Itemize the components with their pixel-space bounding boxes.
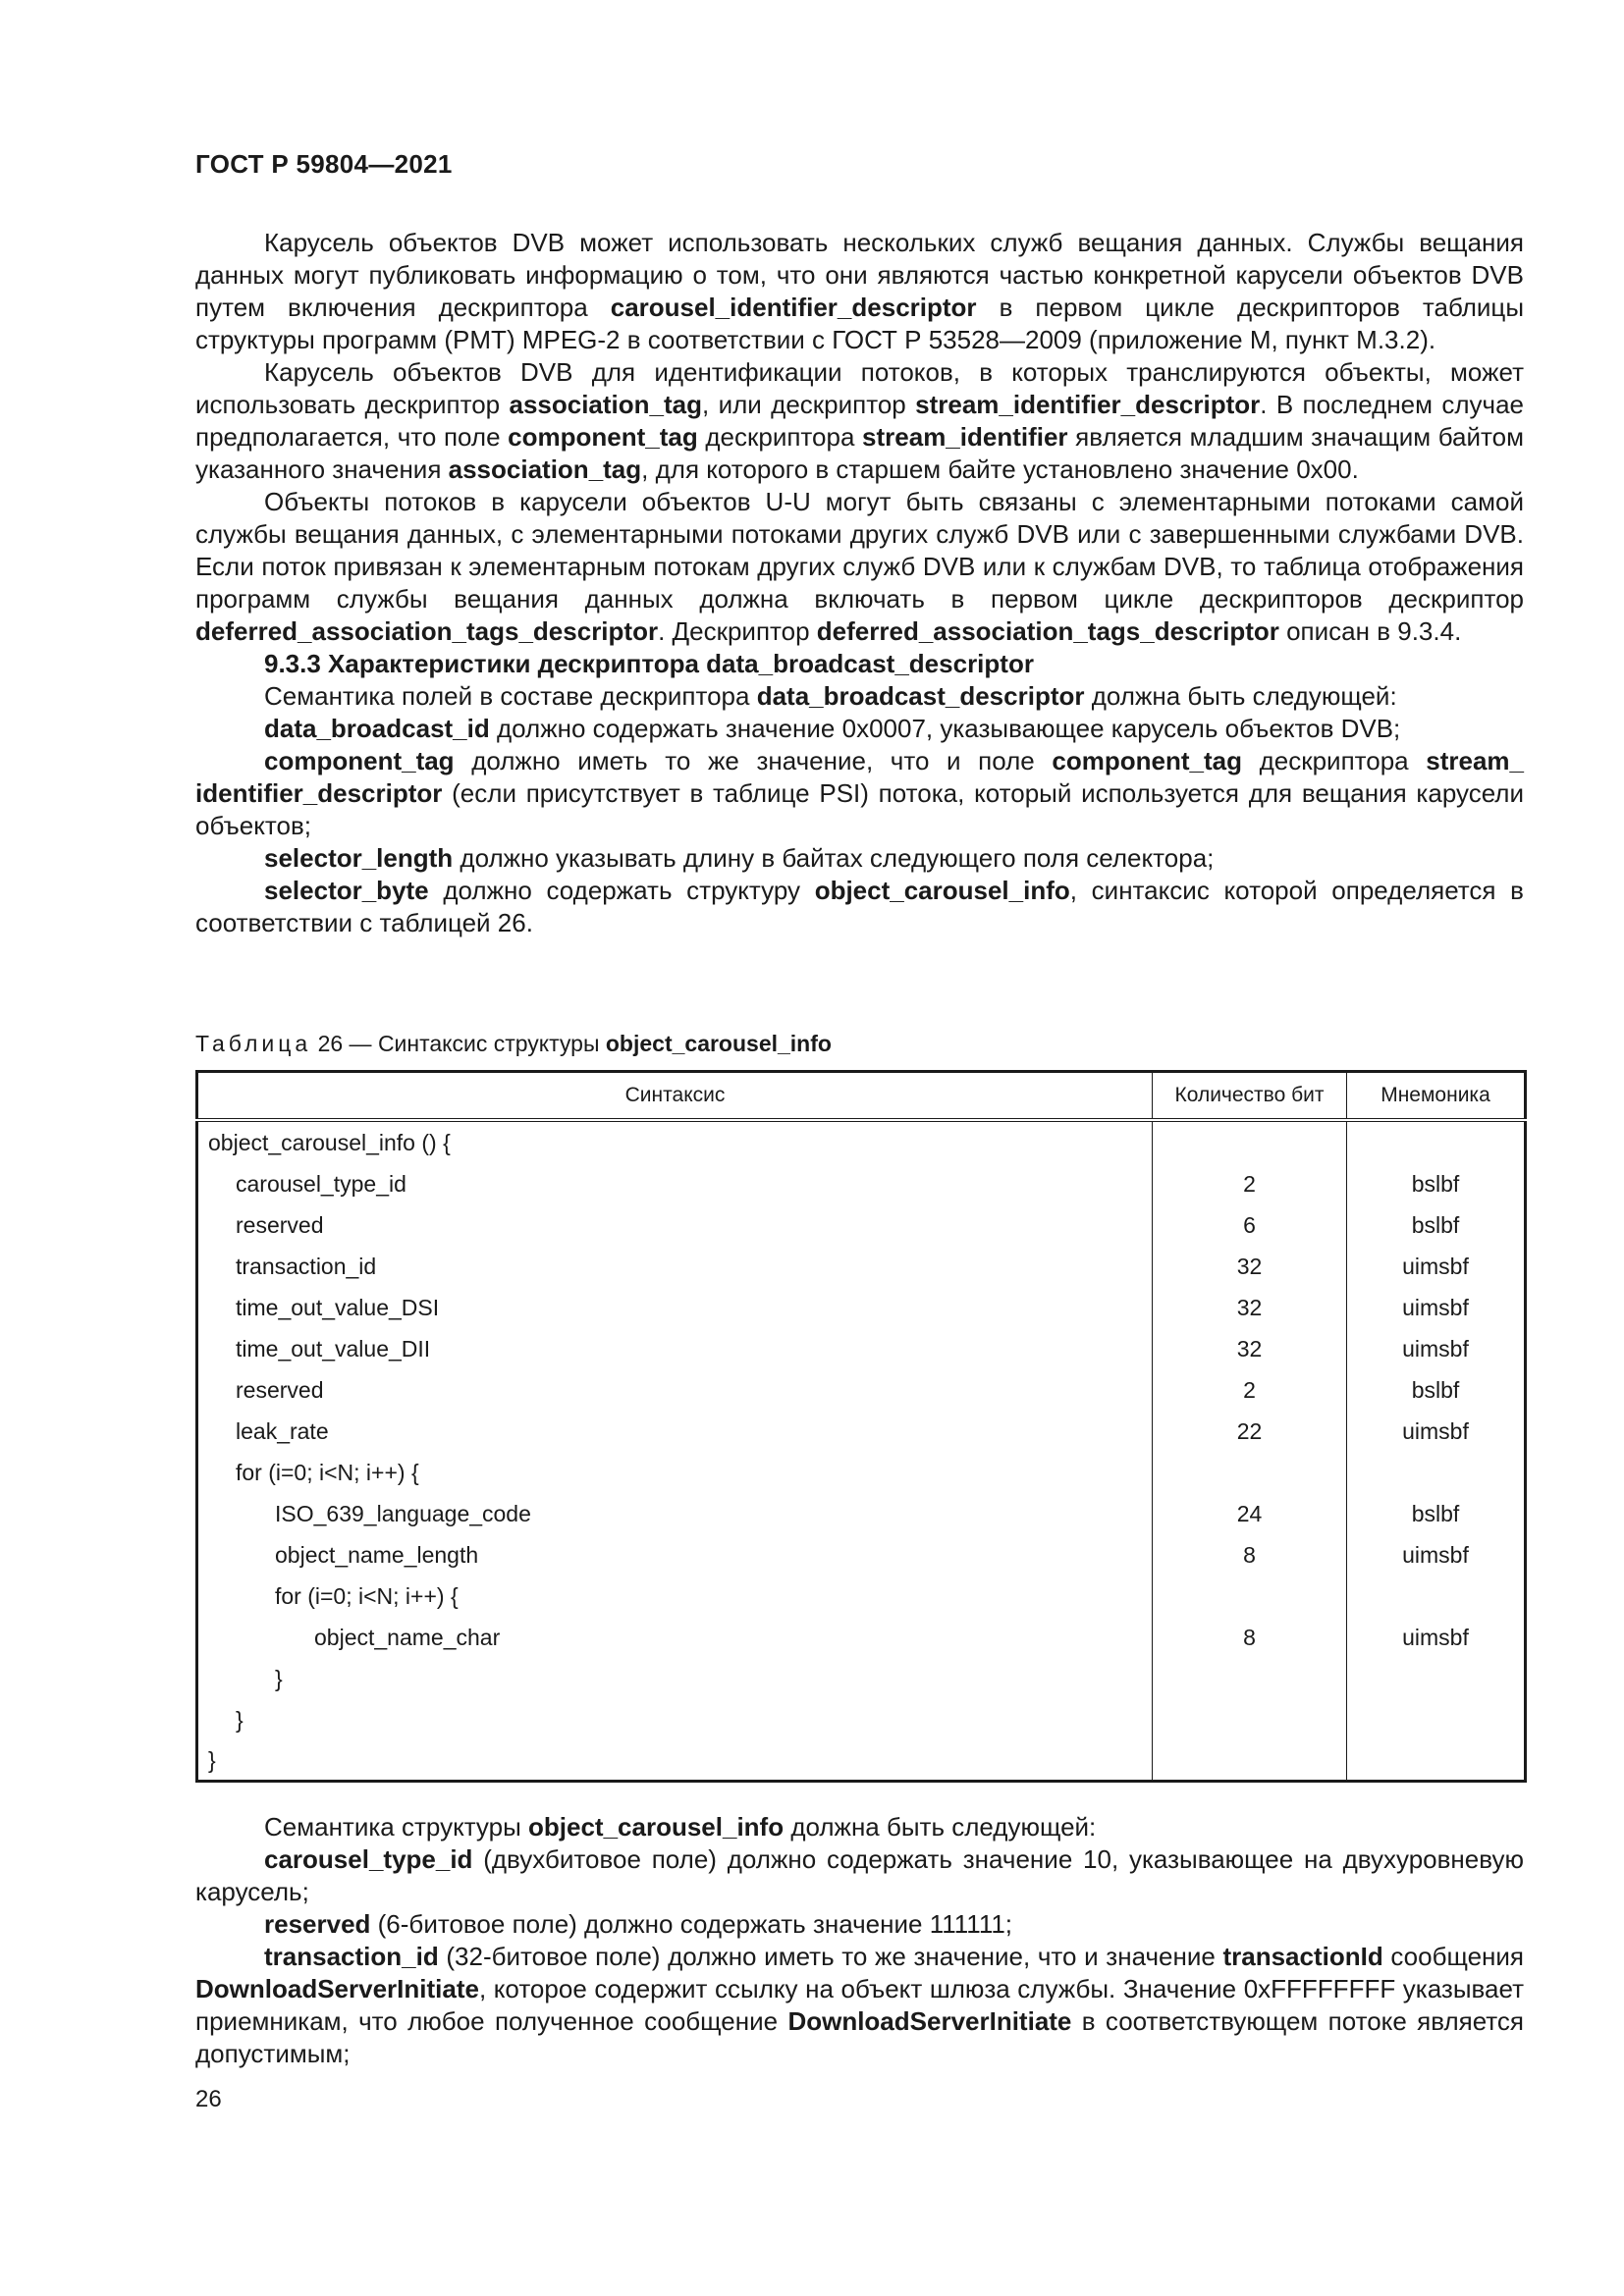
- mnemonic-cell: bslbf: [1411, 1500, 1460, 1526]
- paragraph-carousel-type-id: carousel_type_id (двухбитовое поле) должно содержать значение 10, указывающее на двухуровневую карусель;: [195, 1844, 1524, 1906]
- syntax-cell: reserved: [197, 1369, 1153, 1411]
- bits-cell: [1153, 1658, 1347, 1699]
- paragraph-stream-objects: Объекты потоков в карусели объектов U-U могут быть связаны с элементарными потоками самой службы вещания данных, с элементарными потоками других служб DVB или с завершенными службами DVB. Если поток привязан к элементарным потокам других служб DVB или к службам DVB, то таблица отображения программ службы вещания данных должна включать в первом цикле дескрипторов дескриптор deferred_association_tags_descriptor. Дескриптор deferred_association_tags_descriptor описан в 9.3.4.: [195, 487, 1524, 646]
- paragraph-object-carousel: Карусель объектов DVB может использовать нескольких служб вещания данных. Службы вещания данных могут публиковать информацию о том, что они являются частью конкретной карусели объектов DVB путем включения дескриптора carousel_identifier_descriptor в первом цикле дескрипторов таблицы структуры программ (PMT) MPEG-2 в соответствии с ГОСТ Р 53528—2009 (приложение М, пункт М.3.2).: [195, 228, 1525, 354]
- paragraph-transaction-id: transaction_id (32-битовое поле) должно иметь то же значение, что и значение transactionId сообщения DownloadServerInitiate, которое содержит ссылку на объект шлюза службы. Значение 0xFFFFFFFF указывает приемникам, что любое полученное сообщение DownloadServerInitiate в соответствующем потоке является допустимым;: [195, 1942, 1524, 2068]
- document-header: ГОСТ Р 59804—2021: [195, 149, 453, 179]
- syntax-cell: }: [197, 1699, 1153, 1740]
- paragraph-structure-semantics: Семантика структуры object_carousel_info должна быть следующей:: [264, 1812, 1097, 1842]
- paragraph-data-broadcast-id: data_broadcast_id должно содержать значение 0x0007, указывающее карусель объектов DVB;: [264, 714, 1401, 743]
- intro-text: [195, 227, 1524, 939]
- paragraph-component-tag: component_tag должно иметь то же значение, что и поле component_tag дескриптора stream_ identifier_descriptor (если присутствует в таблице PSI) потока, который используется для вещания карусели объектов;: [195, 746, 1524, 840]
- table-row: [197, 1575, 1526, 1617]
- table-row: [197, 1740, 1526, 1782]
- table-row: [197, 1204, 1526, 1246]
- mnemonic-cell: uimsbf: [1402, 1335, 1469, 1362]
- bits-cell: [1153, 1575, 1347, 1617]
- paragraph-reserved: reserved (6-битовое поле) должно содержать значение 111111;: [264, 1909, 1013, 1939]
- mnemonic-cell: uimsbf: [1402, 1624, 1469, 1650]
- syntax-cell: transaction_id: [197, 1246, 1153, 1287]
- bits-cell: 2: [1153, 1369, 1347, 1411]
- syntax-cell: object_name_length: [197, 1534, 1153, 1575]
- mnemonic-cell: bslbf: [1411, 1211, 1460, 1238]
- syntax-cell: carousel_type_id: [197, 1163, 1153, 1204]
- table-row: [197, 1328, 1526, 1369]
- syntax-table: [195, 1070, 1527, 1783]
- bits-cell: 6: [1153, 1204, 1347, 1246]
- syntax-cell: object_carousel_info () {: [197, 1120, 1153, 1163]
- table-row: [197, 1163, 1526, 1204]
- bits-cell: [1153, 1452, 1347, 1493]
- table-row: [197, 1534, 1526, 1575]
- mnemonic-cell: uimsbf: [1402, 1417, 1469, 1444]
- table-caption: Таблица 26 — Синтаксис структуры object_carousel_info: [195, 1031, 832, 1056]
- syntax-cell: object_name_char: [197, 1617, 1153, 1658]
- bits-cell: 24: [1153, 1493, 1347, 1534]
- table-row: [197, 1658, 1526, 1699]
- table-row: [197, 1411, 1526, 1452]
- syntax-cell: }: [197, 1740, 1153, 1782]
- paragraph-stream-identification: Карусель объектов DVB для идентификации потоков, в которых транслируются объекты, может использовать дескриптор association_tag, или дескриптор stream_identifier_descriptor. В последнем случае предполагается, что поле component_tag дескриптора stream_identifier является младшим значащим байтом указанного значения association_tag, для которого в старшем байте установлено значение 0x00.: [195, 357, 1524, 484]
- bits-cell: [1153, 1120, 1347, 1163]
- mnemonic-cell: [1347, 1740, 1526, 1782]
- bits-cell: 22: [1153, 1411, 1347, 1452]
- bits-cell: 8: [1153, 1617, 1347, 1658]
- bits-cell: 32: [1153, 1328, 1347, 1369]
- semantics-text: [195, 1811, 1524, 2070]
- mnemonic-cell: uimsbf: [1402, 1541, 1469, 1568]
- mnemonic-cell: bslbf: [1411, 1170, 1460, 1197]
- mnemonic-cell: [1347, 1120, 1526, 1163]
- table-row: [197, 1452, 1526, 1493]
- bits-cell: 32: [1153, 1287, 1347, 1328]
- column-header-bits: Количество бит: [1153, 1072, 1347, 1121]
- mnemonic-cell: [1347, 1658, 1526, 1699]
- section-heading: 9.3.3 Характеристики дескриптора data_broadcast_descriptor: [264, 649, 1034, 678]
- syntax-cell: reserved: [197, 1204, 1153, 1246]
- syntax-cell: }: [197, 1658, 1153, 1699]
- mnemonic-cell: [1347, 1575, 1526, 1617]
- table-row: [197, 1699, 1526, 1740]
- syntax-cell: for (i=0; i<N; i++) {: [197, 1575, 1153, 1617]
- mnemonic-cell: uimsbf: [1402, 1294, 1469, 1320]
- page-number: 26: [195, 2086, 222, 2112]
- bits-cell: 2: [1153, 1163, 1347, 1204]
- paragraph-selector-length: selector_length должно указывать длину в байтах следующего поля селектора;: [264, 843, 1215, 873]
- bits-cell: [1153, 1699, 1347, 1740]
- syntax-cell: time_out_value_DII: [197, 1328, 1153, 1369]
- bits-cell: 8: [1153, 1534, 1347, 1575]
- syntax-cell: leak_rate: [197, 1411, 1153, 1452]
- table-row: [197, 1246, 1526, 1287]
- bits-cell: [1153, 1740, 1347, 1782]
- table-row: [197, 1369, 1526, 1411]
- table-row: [197, 1617, 1526, 1658]
- mnemonic-cell: bslbf: [1411, 1376, 1460, 1403]
- syntax-cell: ISO_639_language_code: [197, 1493, 1153, 1534]
- table-header-row: [197, 1072, 1526, 1121]
- paragraph-semantics: Семантика полей в составе дескриптора data_broadcast_descriptor должна быть следующей:: [264, 681, 1397, 711]
- syntax-cell: for (i=0; i<N; i++) {: [197, 1452, 1153, 1493]
- mnemonic-cell: [1347, 1699, 1526, 1740]
- table-row: [197, 1120, 1526, 1163]
- mnemonic-cell: uimsbf: [1402, 1253, 1469, 1279]
- table-row: [197, 1493, 1526, 1534]
- mnemonic-cell: [1347, 1452, 1526, 1493]
- bits-cell: 32: [1153, 1246, 1347, 1287]
- syntax-cell: time_out_value_DSI: [197, 1287, 1153, 1328]
- column-header-syntax: Синтаксис: [197, 1072, 1153, 1121]
- table-row: [197, 1287, 1526, 1328]
- column-header-mnemonic: Мнемоника: [1347, 1072, 1526, 1121]
- paragraph-selector-byte: selector_byte должно содержать структуру object_carousel_info, синтаксис которой определяется в соответствии с таблицей 26.: [195, 876, 1524, 937]
- table-body: [197, 1120, 1526, 1782]
